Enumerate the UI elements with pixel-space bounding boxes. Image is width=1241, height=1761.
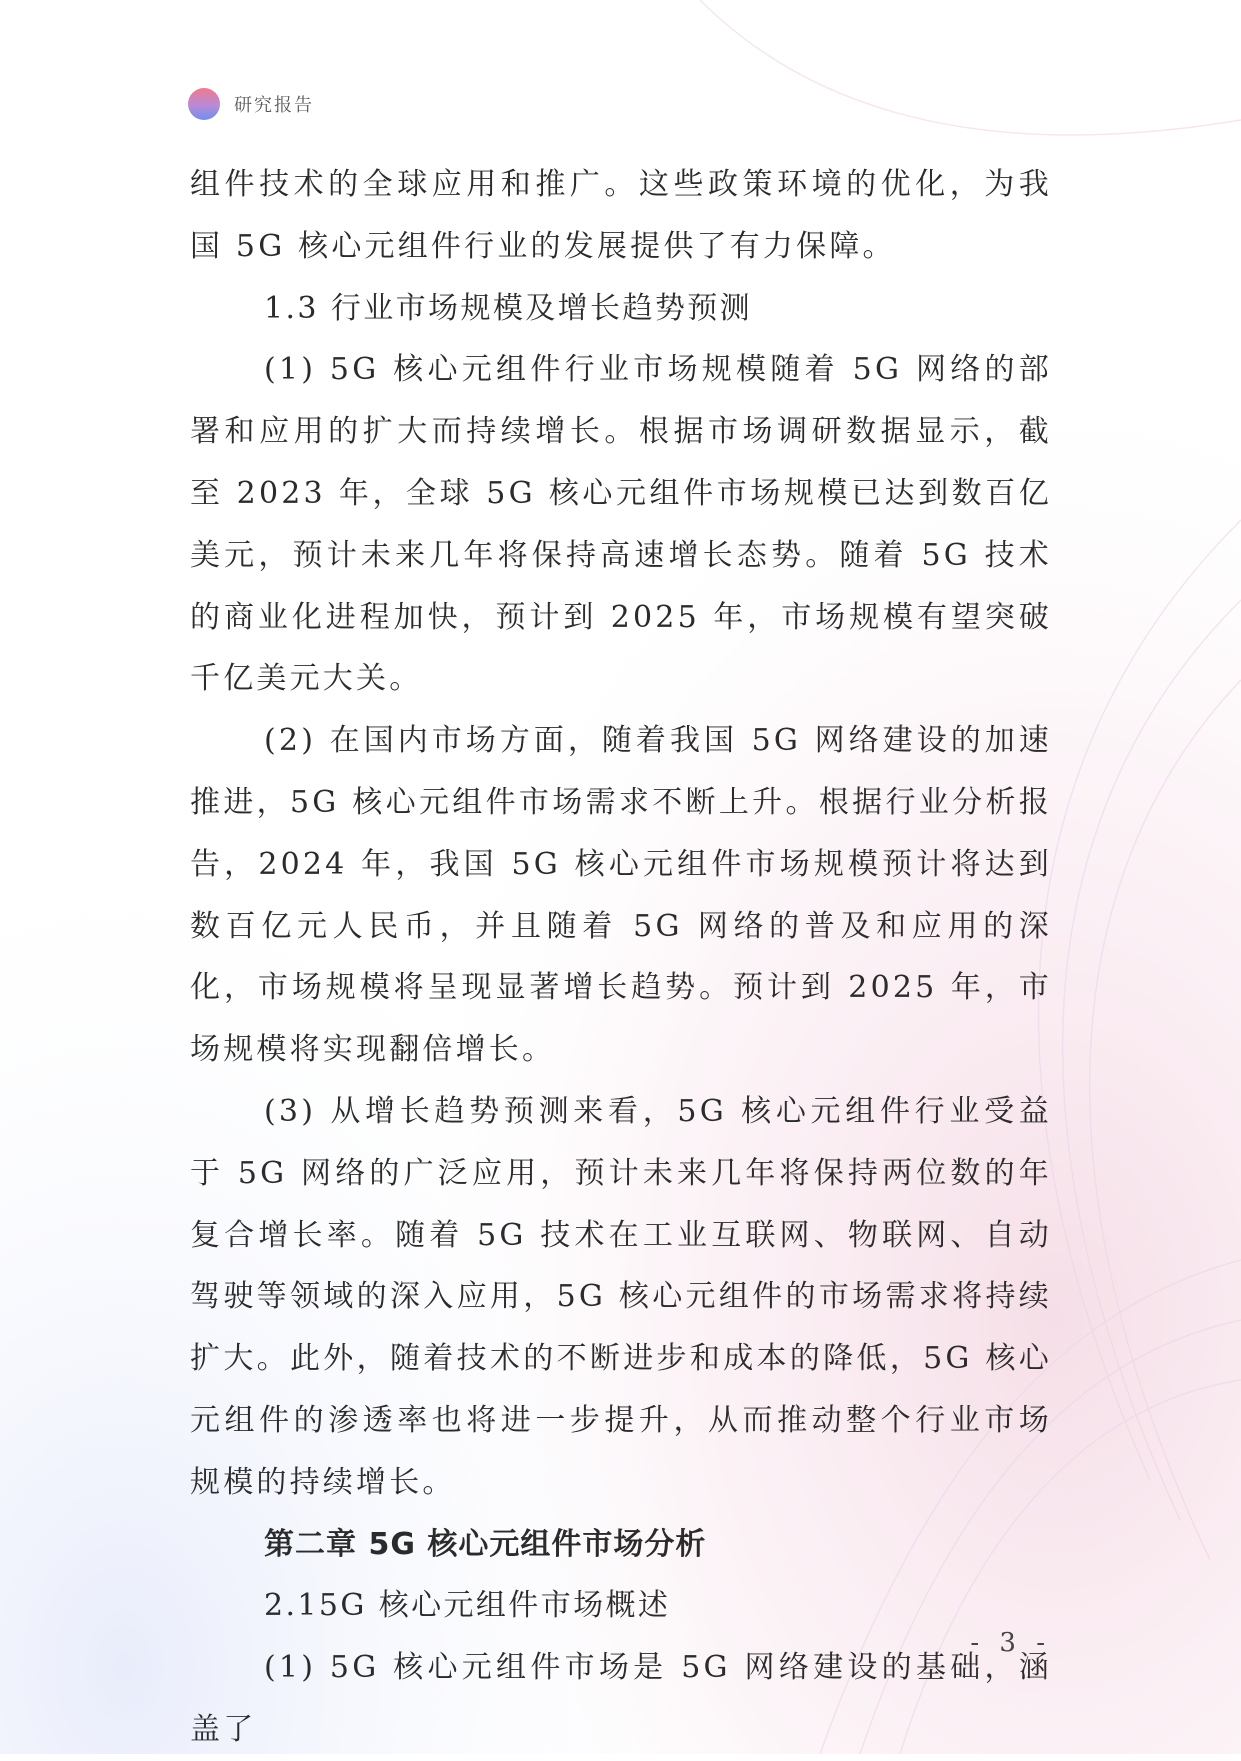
paragraph-continuation: 组件技术的全球应用和推广。这些政策环境的优化，为我国 5G 核心元组件行业的发展提供了有力保障。	[190, 167, 1052, 264]
paragraph-2: (2) 在国内市场方面，随着我国 5G 网络建设的加速推进，5G 核心元组件市场需求不断上升。根据行业分析报告，2024 年，我国 5G 核心元组件市场规模预计将达到数百亿元人民币，并且随着 5G 网络的普及和应用的深化，市场规模将呈现显著增长趋势。预计到 2025 年，市场规模将实现翻倍增长。	[190, 723, 1052, 1068]
paragraph-1: (1) 5G 核心元组件行业市场规模随着 5G 网络的部署和应用的扩大而持续增长。根据市场调研数据显示，截至 2023 年，全球 5G 核心元组件市场规模已达到数百亿美元，预计未来几年将保持高速增长态势。随着 5G 技术的商业化进程加快，预计到 2025 年，市场规模有望突破千亿美元大关。	[190, 352, 1052, 697]
chapter-heading-2: 第二章 5G 核心元组件市场分析	[264, 1526, 707, 1562]
paragraph-2-1-1: (1) 5G 核心元组件市场是 5G 网络建设的基础，涵盖了	[190, 1650, 1052, 1747]
section-heading-1-3: 1.3 行业市场规模及增长趋势预测	[264, 290, 753, 326]
report-header	[188, 88, 314, 120]
section-heading-2-1: 2.15G 核心元组件市场概述	[264, 1588, 671, 1624]
document-body	[190, 154, 1052, 1761]
paragraph-3: (3) 从增长趋势预测来看，5G 核心元组件行业受益于 5G 网络的广泛应用，预计未来几年将保持两位数的年复合增长率。随着 5G 技术在工业互联网、物联网、自动驾驶等领域的深入应用，5G 核心元组件的市场需求将持续扩大。此外，随着技术的不断进步和成本的降低，5G 核心元组件的渗透率也将进一步提升，从而推动整个行业市场规模的持续增长。	[190, 1093, 1052, 1500]
page-number: - 3 -	[970, 1628, 1051, 1658]
logo-icon	[188, 88, 220, 120]
header-label: 研究报告	[234, 95, 314, 116]
